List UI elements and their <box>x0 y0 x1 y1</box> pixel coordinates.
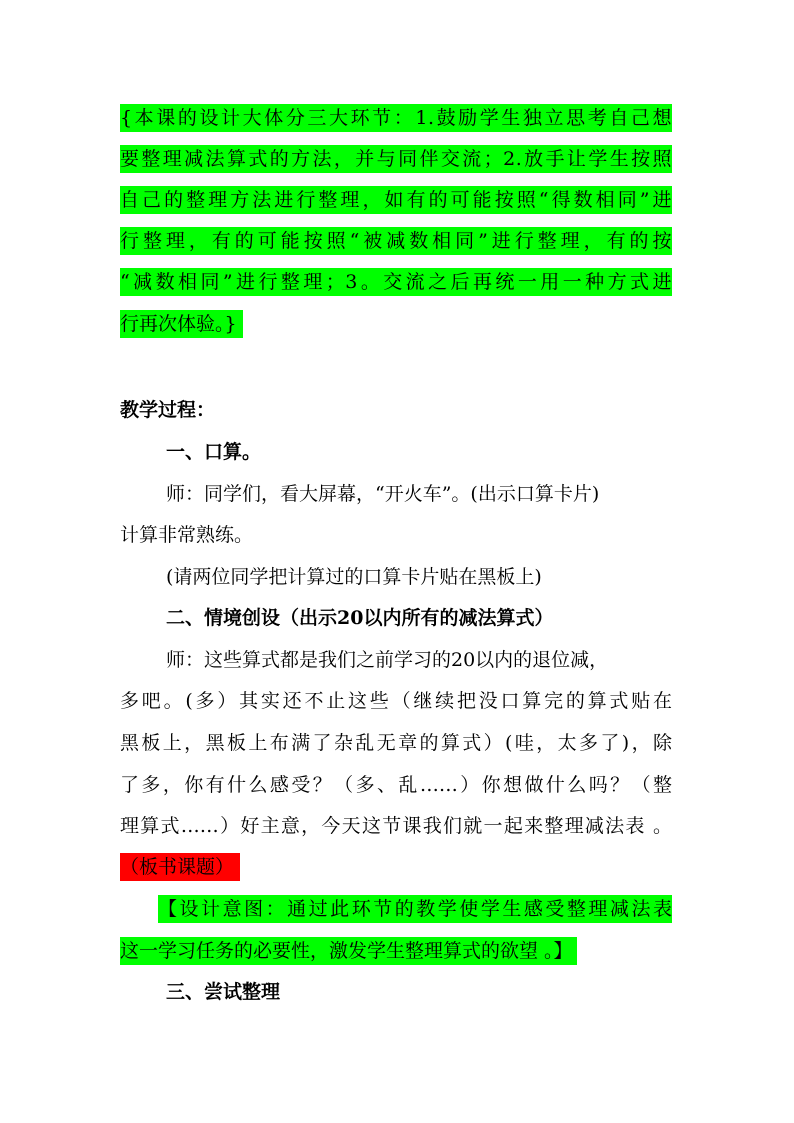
paragraph-line: 计算非常熟练。 <box>120 524 254 546</box>
paragraph-line: (请两位同学把计算过的口算卡片贴在黑板上) <box>166 566 542 588</box>
design-note-line: 行整理，有的可能按照“被减数相同”进行整理，有的按 <box>120 227 672 255</box>
paragraph-line: 师：同学们，看大屏幕，“开火车”。(出示口算卡片) <box>166 483 600 505</box>
design-note-line: {本课的设计大体分三大环节：1.鼓励学生独立思考自己想 <box>120 104 672 132</box>
section-title: 一、口算。 <box>166 441 262 463</box>
section-title: 二、情境创设（出示20以内所有的减法算式） <box>166 607 554 629</box>
design-note-line: 这一学习任务的必要性，激发学生整理算式的欲望 。】 <box>120 937 577 965</box>
paragraph-line: 黑板上，黑板上布满了杂乱无章的算式）(哇，太多了)，除 <box>120 732 672 754</box>
paragraph-line: 师：这些算式都是我们之前学习的20以内的退位减， <box>166 649 609 671</box>
design-note-line: 要整理减法算式的方法，并与同伴交流；2.放手让学生按照 <box>120 145 672 173</box>
design-note-line: 自己的整理方法进行整理，如有的可能按照“得数相同”进 <box>120 186 672 214</box>
paragraph-line: 多吧。(多）其实还不止这些（继续把没口算完的算式贴在 <box>120 690 672 712</box>
board-note: （板书课题） <box>120 853 240 881</box>
paragraph-line: 理算式……）好主意，今天这节课我们就一起来整理减法表 。 <box>120 815 672 837</box>
section-title: 三、尝试整理 <box>166 981 281 1003</box>
paragraph-line: 了多，你有什么感受？（多、乱……）你想做什么吗？（整 <box>120 774 672 796</box>
design-note-line: 行再次体验。} <box>120 310 243 338</box>
page-heading: 教学过程： <box>120 399 216 421</box>
design-note-line: 【设计意图：通过此环节的教学使学生感受整理减法表 <box>158 895 672 923</box>
design-note-line: “减数相同”进行整理；3。交流之后再统一用一种方式进 <box>120 268 672 296</box>
